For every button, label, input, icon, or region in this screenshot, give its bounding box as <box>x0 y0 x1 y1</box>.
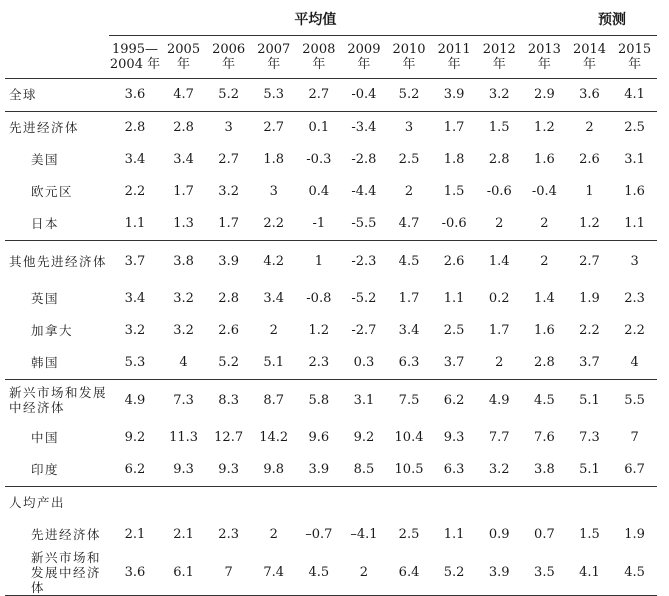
table-cell <box>296 487 341 520</box>
row-label: 全球 <box>9 86 38 102</box>
table-cell: 5.3 <box>263 87 285 103</box>
table-cell: 3.2 <box>488 87 510 103</box>
table-cell: 1.6 <box>534 323 555 339</box>
table-cell: 0.3 <box>353 355 375 371</box>
table-cell: 4.5 <box>386 241 431 284</box>
table-cell: 0.4 <box>308 184 330 200</box>
table-cell: 2.7 <box>567 241 612 284</box>
table-cell: -5.2 <box>351 291 377 307</box>
table-cell: 3.8 <box>534 462 555 478</box>
table-cell: 3.2 <box>218 184 239 200</box>
table-cell: 2.1 <box>173 527 194 543</box>
table-cell: 5.8 <box>296 380 341 423</box>
table-cell: 5.3 <box>124 355 146 371</box>
table-cell: 1.7 <box>218 216 239 232</box>
table-cell: 2.2 <box>579 323 600 339</box>
year-header: 2013 年 <box>522 36 567 79</box>
year-header: 2015 年 <box>612 36 657 79</box>
row-label: 先进经济体 <box>5 112 109 145</box>
table-cell: 5.5 <box>612 380 657 423</box>
row-label: 日本 <box>31 215 60 231</box>
table-cell: 4.9 <box>477 380 522 423</box>
table-cell: 1.2 <box>522 112 567 145</box>
table-cell: 1.6 <box>534 152 555 168</box>
table-cell: 1.7 <box>173 184 194 200</box>
table-cell: 7.4 <box>251 551 296 596</box>
table-cell: 4.1 <box>624 87 645 103</box>
year-header: 2011 年 <box>432 36 477 79</box>
table-cell: 1.9 <box>579 291 600 307</box>
year-header: 2007 年 <box>251 36 296 79</box>
table-cell: 2.8 <box>488 152 510 168</box>
table-cell: 3.2 <box>124 323 146 339</box>
table-cell: 2.6 <box>218 323 239 339</box>
table-cell: 2.9 <box>534 87 555 103</box>
table-row <box>5 112 657 145</box>
table-cell: 7.3 <box>579 430 600 446</box>
table-cell: 3.2 <box>173 291 194 307</box>
row-label: 韩国 <box>31 354 60 370</box>
table-cell: 0.1 <box>296 112 341 145</box>
table-cell: 1.7 <box>488 323 510 339</box>
table-cell: -0.4 <box>351 87 377 103</box>
table-cell: 3.7 <box>109 241 161 284</box>
table-cell: -2.7 <box>351 323 377 339</box>
table-cell <box>341 487 386 520</box>
table-cell: 8.3 <box>206 380 251 423</box>
table-cell: 6.1 <box>161 551 206 596</box>
table-row <box>5 315 657 347</box>
table-cell: 9.3 <box>173 462 194 478</box>
table-cell: 10.4 <box>394 430 424 446</box>
table-cell: 9.2 <box>124 430 146 446</box>
table-cell: 4.7 <box>398 216 420 232</box>
table-cell: 2 <box>495 355 504 371</box>
table-cell: 2 <box>567 112 612 145</box>
table-cell: 1.3 <box>173 216 194 232</box>
table-cell: 2 <box>495 216 504 232</box>
table-cell: 2.6 <box>579 152 600 168</box>
table-cell: 9.6 <box>308 430 330 446</box>
table-cell: 2.5 <box>398 152 420 168</box>
table-row <box>5 454 657 487</box>
table-cell: -5.5 <box>351 216 377 232</box>
growth-table <box>5 6 657 596</box>
table-cell: 2 <box>269 527 278 543</box>
table-cell: 2.3 <box>308 355 330 371</box>
row-label: 加拿大 <box>31 322 74 338</box>
table-row <box>5 176 657 208</box>
row-label: 美国 <box>31 151 60 167</box>
table-cell: -0.6 <box>486 184 512 200</box>
table-cell <box>612 487 657 520</box>
table-cell: 5.1 <box>579 462 600 478</box>
table-cell: 4.1 <box>567 551 612 596</box>
table-cell: 2.2 <box>263 216 285 232</box>
table-cell: 1 <box>296 241 341 284</box>
table-cell: 1 <box>585 184 594 200</box>
table-cell: 3.4 <box>398 323 420 339</box>
table-cell: 2.7 <box>308 87 330 103</box>
table-cell: 6.3 <box>443 462 465 478</box>
table-cell: 10.5 <box>394 462 424 478</box>
table-cell: 7 <box>630 430 639 446</box>
table-cell: 1.5 <box>443 184 465 200</box>
table-cell: 1.5 <box>477 112 522 145</box>
table-cell: 4 <box>179 355 188 371</box>
table-cell: 7.7 <box>488 430 510 446</box>
stub-header <box>5 6 109 36</box>
table-cell <box>386 487 431 520</box>
table-cell: 14.2 <box>259 430 289 446</box>
table-row <box>5 551 657 596</box>
table-cell: 6.7 <box>624 462 645 478</box>
table-cell <box>206 487 251 520</box>
table-cell: 6.3 <box>398 355 420 371</box>
table-cell: 2.1 <box>124 527 146 543</box>
table-cell: 3.2 <box>488 462 510 478</box>
table-cell: 4 <box>630 355 639 371</box>
table-cell: 3.9 <box>477 551 522 596</box>
table-row <box>5 422 657 454</box>
table-cell: 2.2 <box>624 323 645 339</box>
row-label: 人均产出 <box>5 487 109 520</box>
year-header: 2010 年 <box>386 36 431 79</box>
group-header-average: 平均值 <box>294 12 337 29</box>
table-cell: 3.8 <box>161 241 206 284</box>
year-header: 2009 年 <box>341 36 386 79</box>
group-header-forecast: 预测 <box>598 12 627 29</box>
table-row <box>5 347 657 380</box>
row-label: 新兴市场和发展中经济体 <box>5 380 109 423</box>
table-row <box>5 208 657 241</box>
year-header: 1995— 2004 年 <box>109 36 161 79</box>
table-cell: 2 <box>522 241 567 284</box>
table-cell: 5.2 <box>432 551 477 596</box>
row-label: 欧元区 <box>31 183 74 199</box>
table-cell: -2.8 <box>351 152 377 168</box>
table-cell: 1.8 <box>443 152 465 168</box>
table-cell: 1.7 <box>398 291 420 307</box>
year-header: 2014 年 <box>567 36 612 79</box>
table-cell: 3.9 <box>443 87 465 103</box>
table-cell: 3.4 <box>124 152 146 168</box>
table-cell: 4.2 <box>251 241 296 284</box>
table-cell: 2.3 <box>624 291 645 307</box>
table-cell <box>522 487 567 520</box>
table-cell: 3.1 <box>341 380 386 423</box>
table-cell: 2.2 <box>124 184 146 200</box>
table-cell: 1.7 <box>432 112 477 145</box>
table-cell: 9.2 <box>353 430 375 446</box>
table-cell: 7 <box>206 551 251 596</box>
table-cell: 4.5 <box>296 551 341 596</box>
table-cell: 1.1 <box>624 216 645 232</box>
row-label: 印度 <box>31 461 60 477</box>
table-cell: 2.7 <box>251 112 296 145</box>
table-cell: 1.5 <box>579 527 600 543</box>
table-cell <box>477 487 522 520</box>
table-cell: 2.6 <box>432 241 477 284</box>
group-header-row <box>5 6 657 36</box>
table-cell: -0.3 <box>306 152 332 168</box>
table-cell: -2.3 <box>341 241 386 284</box>
table-cell: 3.6 <box>579 87 600 103</box>
table-cell: 7.3 <box>161 380 206 423</box>
table-cell: 0.2 <box>488 291 510 307</box>
table-cell: 1.2 <box>308 323 330 339</box>
year-header-stub <box>5 36 109 79</box>
table-row <box>5 79 657 112</box>
table-cell: 5.2 <box>218 87 239 103</box>
table-cell: 3.7 <box>443 355 465 371</box>
table-cell: 3.6 <box>109 551 161 596</box>
year-header: 2006 年 <box>206 36 251 79</box>
table-cell: 2 <box>404 184 414 200</box>
table-cell <box>432 487 477 520</box>
table-cell: -3.4 <box>341 112 386 145</box>
table-cell: 3.1 <box>624 152 645 168</box>
table-cell: 3.2 <box>173 323 194 339</box>
table-cell: 1.2 <box>579 216 600 232</box>
table-cell: 8.5 <box>353 462 375 478</box>
table-cell: 3.9 <box>206 241 251 284</box>
table-cell: -0.6 <box>441 216 467 232</box>
table-cell: –0.7 <box>305 527 333 543</box>
table-cell: 9.8 <box>263 462 285 478</box>
table-cell: 7.6 <box>534 430 555 446</box>
table-cell: 1.1 <box>124 216 146 232</box>
table-cell: –4.1 <box>350 527 378 543</box>
table-row <box>5 519 657 551</box>
table-cell: 6.2 <box>124 462 146 478</box>
table-cell: 0.9 <box>488 527 510 543</box>
table-cell: 9.3 <box>443 430 465 446</box>
table-cell: 2.7 <box>218 152 239 168</box>
table-cell: 3.9 <box>308 462 330 478</box>
row-label: 新兴市场和发展中经济体 <box>5 551 109 596</box>
table-cell: 2.8 <box>218 291 239 307</box>
table-cell: 1.1 <box>443 527 465 543</box>
row-label: 先进经济体 <box>31 526 102 542</box>
table-cell: -1 <box>312 216 326 232</box>
table-cell: -4.4 <box>351 184 377 200</box>
table-cell: 1.9 <box>624 527 645 543</box>
table-cell: 2.8 <box>534 355 555 371</box>
year-header: 2005 年 <box>161 36 206 79</box>
table-cell: 7.5 <box>386 380 431 423</box>
table-cell: 2 <box>341 551 386 596</box>
table-cell: 3.4 <box>173 152 194 168</box>
table-cell: 2.5 <box>398 527 420 543</box>
table-cell <box>567 487 612 520</box>
table-cell: 4.5 <box>522 380 567 423</box>
year-header: 2012 年 <box>477 36 522 79</box>
table-cell: 2.8 <box>161 112 206 145</box>
table-cell: 4.9 <box>109 380 161 423</box>
table-cell: 2.5 <box>443 323 465 339</box>
row-label: 其他先进经济体 <box>5 241 109 284</box>
table-cell: 2.3 <box>218 527 239 543</box>
table-cell: 5.2 <box>398 87 420 103</box>
table-cell: 5.1 <box>263 355 285 371</box>
row-label: 英国 <box>31 290 60 306</box>
table-row <box>5 380 657 423</box>
table-cell: 3.7 <box>579 355 600 371</box>
table-cell <box>161 487 206 520</box>
table-body <box>5 79 657 596</box>
table-cell: 1.6 <box>624 184 645 200</box>
table-row <box>5 241 657 284</box>
table-cell: 5.2 <box>218 355 239 371</box>
table-cell: 2.5 <box>612 112 657 145</box>
table-cell: 3 <box>269 184 278 200</box>
table-cell: 0.7 <box>534 527 555 543</box>
table-cell: 1.4 <box>477 241 522 284</box>
table-cell: 3.6 <box>124 87 146 103</box>
table-cell: -0.8 <box>306 291 332 307</box>
table-cell: 3.4 <box>263 291 285 307</box>
table-cell: 3 <box>612 241 657 284</box>
table-row <box>5 283 657 315</box>
table-cell: 3 <box>206 112 251 145</box>
table-cell: 2 <box>540 216 549 232</box>
table-row <box>5 144 657 176</box>
table-cell: 2.8 <box>109 112 161 145</box>
year-header-row <box>5 36 657 79</box>
table-cell: 4.7 <box>173 87 194 103</box>
table-cell: 2 <box>269 323 278 339</box>
table-cell: 3.4 <box>124 291 146 307</box>
table-cell: 1.4 <box>534 291 555 307</box>
table-cell: 4.5 <box>612 551 657 596</box>
table-cell: 9.3 <box>218 462 239 478</box>
table-cell: -0.4 <box>531 184 557 200</box>
group-header-gap <box>522 6 567 36</box>
table-cell: 6.4 <box>386 551 431 596</box>
table-cell: 11.3 <box>169 430 199 446</box>
table-row <box>5 487 657 520</box>
table-cell: 3.5 <box>522 551 567 596</box>
table-cell <box>251 487 296 520</box>
row-label: 中国 <box>31 429 60 445</box>
table-cell: 6.2 <box>432 380 477 423</box>
table-cell: 5.1 <box>567 380 612 423</box>
table-cell <box>109 487 161 520</box>
table-cell: 8.7 <box>251 380 296 423</box>
table-cell: 1.1 <box>443 291 465 307</box>
year-header: 2008 年 <box>296 36 341 79</box>
table-cell: 3 <box>386 112 431 145</box>
table-cell: 1.8 <box>263 152 285 168</box>
table-cell: 12.7 <box>214 430 244 446</box>
